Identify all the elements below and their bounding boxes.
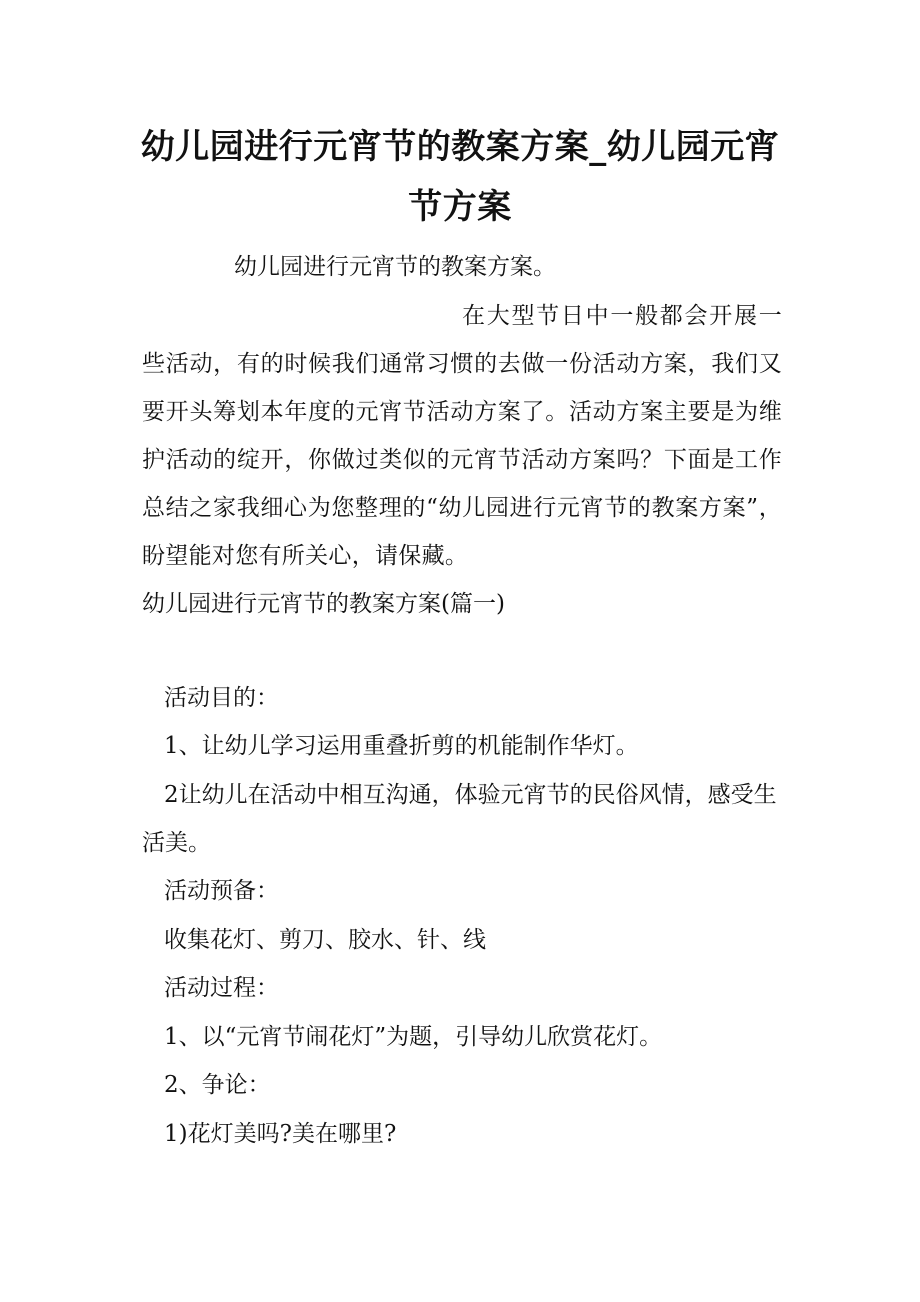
- goal-item-2: 2让幼儿在活动中相互沟通，体验元宵节的民俗风情，感受生活美。: [142, 782, 777, 856]
- preparation-heading: 活动预备：: [164, 878, 279, 904]
- document-title: 幼儿园进行元宵节的教案方案_幼儿园元宵节方案: [140, 127, 780, 227]
- process-step-2: 2、争论：: [164, 1072, 271, 1098]
- intro-paragraph: 在大型节日中一般都会开展一些活动，有的时候我们通常习惯的去做一份活动方案，我们又要开头筹划本年度的元宵节活动方案了。活动方案主要是为维护活动的绽开，你做过类似的元宵节活动方案吗？下面是工作总结之家我细心为您整理的“幼儿园进行元宵节的教案方案”，盼望能对您有所关心，请保藏。: [142, 303, 782, 569]
- process-heading: 活动过程：: [164, 975, 279, 1001]
- intro-heading: 幼儿园进行元宵节的教案方案。: [234, 254, 556, 280]
- section-title: 幼儿园进行元宵节的教案方案(篇一): [142, 591, 505, 617]
- process-step-1: 1、以“元宵节闹花灯”为题，引导幼儿欣赏花灯。: [164, 1024, 663, 1050]
- activity-goal-heading: 活动目的：: [164, 685, 279, 711]
- process-question-1: 1)花灯美吗?美在哪里?: [164, 1121, 397, 1147]
- goal-item-1: 1、让幼儿学习运用重叠折剪的机能制作华灯。: [164, 733, 639, 759]
- preparation-materials: 收集花灯、剪刀、胶水、针、线: [164, 927, 486, 953]
